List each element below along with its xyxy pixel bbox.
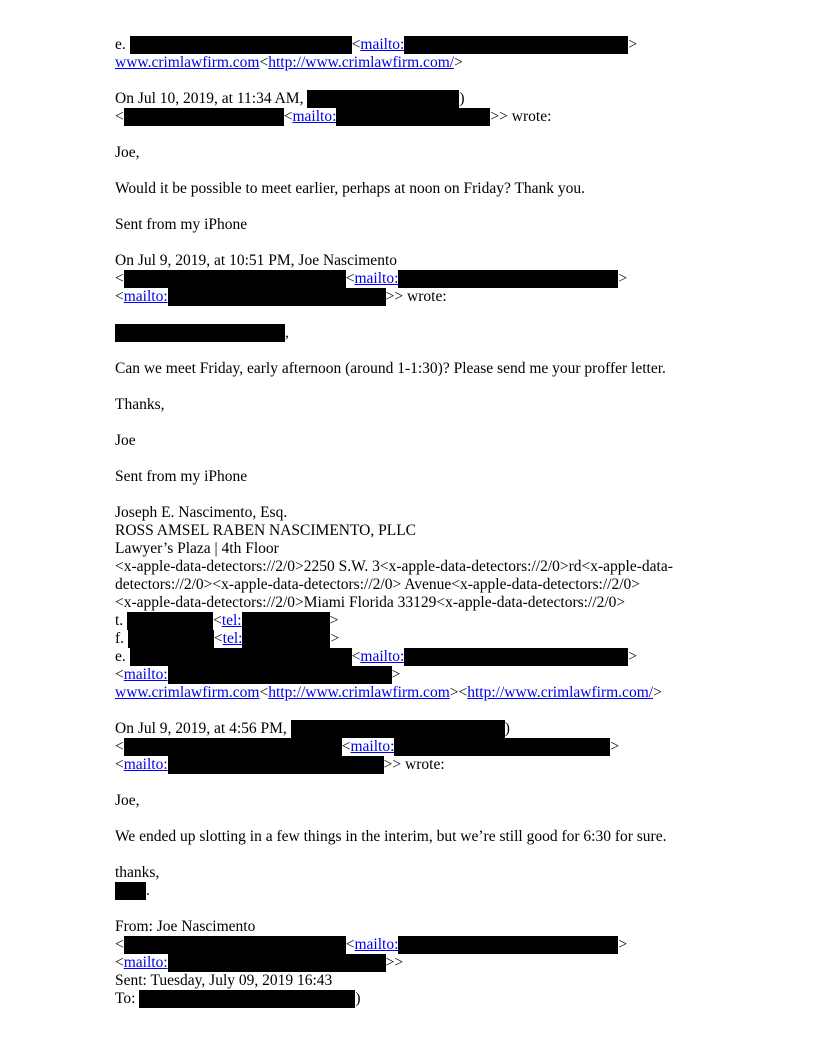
signature-address: detectors://2/0><x-apple-data-detectors://2/0> Avenue<x-apple-data-detectors://2/0> xyxy=(115,576,641,593)
redaction xyxy=(115,324,285,342)
mailto-link[interactable]: mailto: xyxy=(360,36,405,53)
quote-header: On Jul 10, 2019, at 11:34 AM, ) xyxy=(115,90,465,107)
redaction xyxy=(242,612,330,630)
signature-firm: ROSS AMSEL RABEN NASCIMENTO, PLLC xyxy=(115,522,417,539)
mailto-link[interactable]: mailto: xyxy=(292,108,337,125)
redaction xyxy=(168,666,392,684)
from-address: < <mailto: > xyxy=(115,936,628,953)
redaction xyxy=(115,882,146,900)
redaction xyxy=(398,936,618,954)
website-url-link[interactable]: http://www.crimlawfirm.com/ xyxy=(467,684,654,701)
signature-web: www.crimlawfirm.com<http://www.crimlawfirm.com><http://www.crimlawfirm.com/> xyxy=(115,684,662,701)
message-body: Can we meet Friday, early afternoon (around 1-1:30)? Please send me your proffer letter. xyxy=(115,360,666,377)
redaction xyxy=(124,270,346,288)
redaction xyxy=(404,36,628,54)
redaction xyxy=(291,720,505,738)
to-line: To: ) xyxy=(115,990,361,1007)
signature-location: Lawyer’s Plaza | 4th Floor xyxy=(115,540,279,557)
quote-header-address: < <mailto: > xyxy=(115,270,628,287)
signature-email: e. <mailto: > xyxy=(115,648,638,665)
signature-address: <x-apple-data-detectors://2/0>Miami Florida 33129<x-apple-data-detectors://2/0> xyxy=(115,594,626,611)
email-thread xyxy=(115,36,755,1008)
quote-header-address: <mailto: >> wrote: xyxy=(115,288,447,305)
greeting: Joe, xyxy=(115,792,140,809)
quote-header-address: < <mailto: > xyxy=(115,738,620,755)
mailto-link[interactable]: mailto: xyxy=(123,288,168,305)
signature-phone: t. <tel: > xyxy=(115,612,339,629)
message-body: We ended up slotting in a few things in the interim, but we’re still good for 6:30 for sure. xyxy=(115,828,667,845)
redaction xyxy=(242,630,330,648)
mailto-link[interactable]: mailto: xyxy=(360,648,405,665)
mailto-link[interactable]: mailto: xyxy=(354,936,399,953)
mailto-link[interactable]: mailto: xyxy=(123,756,168,773)
redaction xyxy=(130,36,352,54)
signature-fax: f. <tel: > xyxy=(115,630,340,647)
redaction xyxy=(127,612,213,630)
quote-header: On Jul 9, 2019, at 10:51 PM, Joe Nascimento xyxy=(115,252,397,269)
redaction xyxy=(130,648,352,666)
tel-link[interactable]: tel: xyxy=(222,630,243,647)
header-email-line: e. <mailto: > xyxy=(115,36,638,53)
message-body: Would it be possible to meet earlier, perhaps at noon on Friday? Thank you. xyxy=(115,180,586,197)
greeting: Joe, xyxy=(115,144,140,161)
thanks: Thanks, xyxy=(115,396,165,413)
header-web-line: www.crimlawfirm.com<http://www.crimlawfirm.com/> xyxy=(115,54,463,71)
website-link[interactable]: www.crimlawfirm.com xyxy=(115,54,260,71)
signature-email: <mailto: > xyxy=(115,666,401,683)
redaction xyxy=(168,756,384,774)
tel-link[interactable]: tel: xyxy=(221,612,242,629)
redaction xyxy=(128,630,214,648)
mailto-link[interactable]: mailto: xyxy=(123,954,168,971)
mailto-link[interactable]: mailto: xyxy=(350,738,395,755)
redaction xyxy=(398,270,618,288)
quote-header-address: < <mailto: >> wrote: xyxy=(115,108,552,125)
redaction xyxy=(394,738,610,756)
from-address: <mailto: >> xyxy=(115,954,404,971)
redaction xyxy=(404,648,628,666)
sender-initials: . xyxy=(115,882,755,900)
sent-line: Sent: Tuesday, July 09, 2019 16:43 xyxy=(115,972,333,989)
redaction xyxy=(139,990,355,1008)
redaction xyxy=(124,108,284,126)
sender-name: Joe xyxy=(115,432,136,449)
website-url-link[interactable]: http://www.crimlawfirm.com xyxy=(268,684,450,701)
website-url-link[interactable]: http://www.crimlawfirm.com/ xyxy=(268,54,455,71)
redaction xyxy=(307,90,459,108)
signature-address: <x-apple-data-detectors://2/0>2250 S.W. 3<x-apple-data-detectors://2/0>rd<x-apple-data- xyxy=(115,558,673,575)
thanks: thanks, xyxy=(115,864,160,881)
signoff: Sent from my iPhone xyxy=(115,468,248,485)
signature-name: Joseph E. Nascimento, Esq. xyxy=(115,504,288,521)
redaction xyxy=(168,288,386,306)
website-link[interactable]: www.crimlawfirm.com xyxy=(115,684,260,701)
redaction xyxy=(124,936,346,954)
greeting: , xyxy=(115,324,755,342)
mailto-link[interactable]: mailto: xyxy=(123,666,168,683)
quote-header: On Jul 9, 2019, at 4:56 PM, ) xyxy=(115,720,510,737)
redaction xyxy=(336,108,490,126)
signoff: Sent from my iPhone xyxy=(115,216,248,233)
mailto-link[interactable]: mailto: xyxy=(354,270,399,287)
redaction xyxy=(124,738,342,756)
quote-header-address: <mailto: >> wrote: xyxy=(115,756,445,773)
redaction xyxy=(168,954,386,972)
from-line: From: Joe Nascimento xyxy=(115,918,256,935)
